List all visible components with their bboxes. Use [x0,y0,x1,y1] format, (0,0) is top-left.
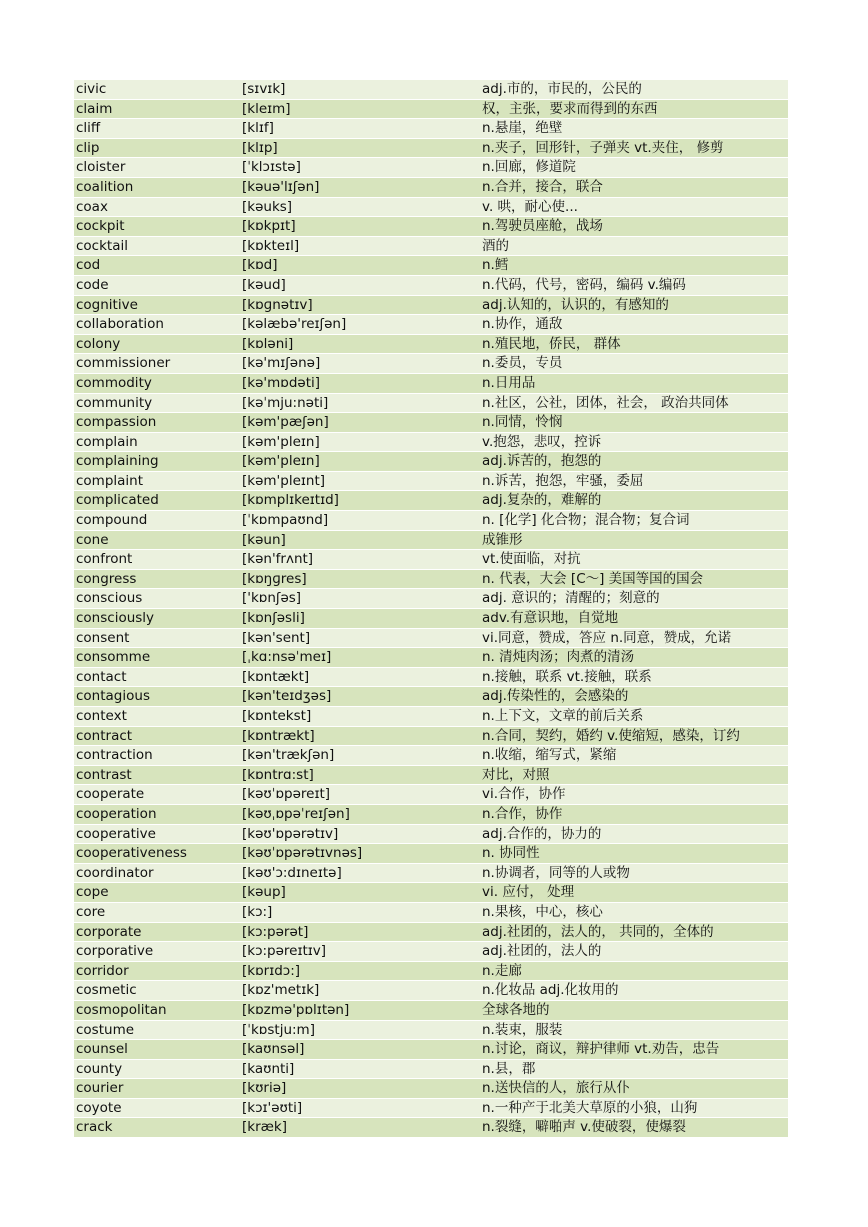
table-row [74,394,788,414]
phonetic-cell: [kəuə'lɪʃən] [242,178,320,195]
phonetic-cell: [sɪvɪk] [242,81,286,97]
table-row [74,1060,788,1080]
word-cell: contagious [76,688,150,705]
word-cell: coordinator [76,864,154,881]
table-row [74,119,788,139]
word-cell: corporative [76,943,154,960]
word-cell: consent [76,629,130,646]
definition-cell: adj.诉苦的，抱怨的 [482,453,602,470]
definition-cell: vi. 应付， 处理 [482,884,575,901]
phonetic-cell: [kɒntrækt] [242,727,315,744]
definition-cell: n. 清炖肉汤；肉煮的清汤 [482,649,635,666]
phonetic-cell: [kən'sent] [242,629,311,646]
definition-cell: vi.同意，赞成，答应 n.同意，赞成，允诺 [482,629,732,646]
table-row [74,1021,788,1041]
phonetic-cell: [kɒŋɡres] [242,570,307,587]
phonetic-cell: [kɒntækt] [242,668,310,685]
table-row [74,178,788,198]
table-row [74,923,788,943]
table-row [74,589,788,609]
phonetic-cell: [kræk] [242,1119,287,1136]
word-cell: commodity [76,374,152,391]
word-cell: consomme [76,649,151,666]
definition-cell: adv.有意识地，自觉地 [482,610,619,627]
word-cell: cone [76,531,109,548]
table-row [74,707,788,727]
definition-cell: 全球各地的 [482,1001,550,1018]
word-cell: code [76,276,109,293]
definition-cell: n. 代表，大会 [C～] 美国等国的国会 [482,570,704,587]
phonetic-cell: [kəuks] [242,198,293,215]
phonetic-cell: [kəʊˌɒpəˈreɪʃən] [242,805,350,822]
table-row [74,942,788,962]
definition-cell: 对比，对照 [482,766,550,783]
word-cell: contrast [76,766,132,783]
definition-cell: adj.社团的，法人的 [482,943,602,960]
table-row [74,844,788,864]
phonetic-cell: [kən'frʌnt] [242,551,314,568]
word-cell: compassion [76,414,157,431]
word-cell: congress [76,570,137,587]
definition-cell: 酒的 [482,237,509,254]
word-cell: crack [76,1119,113,1136]
definition-cell: n.裂缝，噼啪声 v.使破裂，使爆裂 [482,1119,686,1136]
definition-cell: v. 哄，耐心使... [482,198,578,215]
word-cell: cod [76,257,101,274]
word-cell: courier [76,1080,124,1097]
definition-cell: n.回廊，修道院 [482,159,576,176]
word-cell: coyote [76,1099,122,1116]
table-row [74,903,788,923]
word-cell: clip [76,139,100,156]
table-row [74,511,788,531]
phonetic-cell: [kɒɡnətɪv] [242,296,313,313]
definition-cell: n.化妆品 adj.化妆用的 [482,982,619,999]
table-row [74,746,788,766]
phonetic-cell: [ˌkɑ:nsəˈmeɪ] [242,649,332,666]
word-cell: cooperation [76,805,157,822]
definition-cell: n.合同，契约，婚约 v.使缩短，感染，订约 [482,727,740,744]
word-cell: corridor [76,962,129,979]
word-cell: cosmopolitan [76,1001,167,1018]
word-cell: cognitive [76,296,138,313]
definition-cell: n.殖民地，侨民， 群体 [482,335,621,352]
definition-cell: n.代码，代号，密码，编码 v.编码 [482,276,686,293]
definition-cell: adj.传染性的，会感染的 [482,688,629,705]
table-row [74,805,788,825]
phonetic-cell: [kɒmplɪkeɪtɪd] [242,492,339,509]
definition-cell: adj.复杂的，难解的 [482,492,602,509]
word-cell: cosmetic [76,982,137,999]
table-row [74,629,788,649]
table-row [74,648,788,668]
definition-cell: n.合作，协作 [482,805,563,822]
definition-cell: n.协调者，同等的人或物 [482,864,630,881]
definition-cell: n. [化学] 化合物；混合物；复合词 [482,512,690,529]
definition-cell: n.接触，联系 vt.接触，联系 [482,668,652,685]
phonetic-cell: [ˈkɒstju:m] [242,1021,315,1038]
table-row [74,1118,788,1138]
word-cell: confront [76,551,133,568]
phonetic-cell: [kaʊnti] [242,1060,295,1077]
definition-cell: n.社区，公社，团体，社会， 政治共同体 [482,394,729,411]
definition-cell: adj.市的，市民的，公民的 [482,81,642,97]
table-row [74,491,788,511]
definition-cell: adj.社团的，法人的， 共同的，全体的 [482,923,714,940]
phonetic-cell: [kəʊ'ɔ:dɪneɪtə] [242,864,342,881]
phonetic-cell: [kaʊnsəl] [242,1041,305,1058]
phonetic-cell: [kəm'pæʃən] [242,414,329,431]
word-cell: conscious [76,590,143,607]
word-cell: complaint [76,472,144,489]
table-row [74,315,788,335]
definition-cell: 权，主张，要求而得到的东西 [482,100,658,117]
definition-cell: 成锥形 [482,531,523,548]
table-row [74,354,788,374]
definition-cell: n.驾驶员座舱，战场 [482,218,603,235]
word-cell: core [76,903,106,920]
word-cell: coax [76,198,108,215]
table-row [74,1079,788,1099]
table-row [74,962,788,982]
word-cell: cocktail [76,237,128,254]
table-row [74,1001,788,1021]
phonetic-cell: [kəud] [242,276,286,293]
table-row [74,668,788,688]
word-cell: complaining [76,453,159,470]
definition-cell: adj. 意识的；清醒的；刻意的 [482,590,660,607]
phonetic-cell: [kɒntrɑ:st] [242,766,314,783]
word-cell: contact [76,668,127,685]
definition-cell: n.悬崖，绝壁 [482,120,563,137]
phonetic-cell: [kəup] [242,884,286,901]
word-cell: colony [76,335,121,352]
table-row [74,237,788,257]
definition-cell: n.收缩，缩写式，紧缩 [482,747,617,764]
phonetic-cell: [kəun] [242,531,286,548]
definition-cell: n.诉苦，抱怨，牢骚，委屈 [482,472,644,489]
phonetic-cell: [kən'trækʃən] [242,747,335,764]
phonetic-cell: [kɒləni] [242,335,294,352]
table-row [74,472,788,492]
phonetic-cell: [klɪp] [242,139,278,156]
definition-cell: n.送快信的人，旅行从仆 [482,1080,630,1097]
table-row [74,217,788,237]
word-cell: contract [76,727,133,744]
definition-cell: n.协作，通敌 [482,316,563,333]
phonetic-cell: [kəm'pleɪn] [242,453,320,470]
phonetic-cell: [kəm'pleɪnt] [242,472,326,489]
phonetic-cell: [kɒntekst] [242,708,312,724]
phonetic-cell: [kɔ:] [242,903,273,920]
table-row [74,981,788,1001]
word-cell: counsel [76,1041,128,1058]
definition-cell: n.果核，中心，核心 [482,903,603,920]
definition-cell: n.一种产于北美大草原的小狼，山狗 [482,1099,698,1116]
word-cell: costume [76,1021,135,1038]
table-row [74,550,788,570]
definition-cell: n.日用品 [482,374,536,391]
definition-cell: adj.认知的，认识的，有感知的 [482,296,669,313]
word-cell: cockpit [76,218,125,235]
phonetic-cell: [kʊriə] [242,1080,287,1097]
table-row [74,785,788,805]
table-row [74,276,788,296]
word-cell: cloister [76,159,126,176]
word-cell: cooperate [76,786,145,803]
word-cell: cliff [76,120,101,137]
phonetic-cell: [kɒd] [242,257,278,274]
table-row [74,80,788,100]
definition-cell: n.夹子，回形针，子弹夹 vt.夹住， 修剪 [482,139,724,156]
definition-cell: n.鳕 [482,257,509,274]
table-row [74,413,788,433]
phonetic-cell: [kɒkteɪl] [242,237,300,254]
table-row [74,687,788,707]
table-row [74,374,788,394]
table-row [74,335,788,355]
vocabulary-table [74,80,788,1138]
word-cell: consciously [76,610,155,627]
phonetic-cell: [kəm'pleɪn] [242,433,320,450]
phonetic-cell: [klɪf] [242,120,274,137]
definition-cell: n.装束，服装 [482,1021,563,1038]
definition-cell: n.走廊 [482,962,522,979]
word-cell: coalition [76,178,134,195]
table-row [74,825,788,845]
word-cell: cope [76,884,109,901]
table-row [74,1040,788,1060]
word-cell: complicated [76,492,159,509]
table-row [74,433,788,453]
definition-cell: vi.合作，协作 [482,786,566,803]
word-cell: county [76,1060,123,1077]
word-cell: context [76,708,127,724]
table-row [74,296,788,316]
table-row [74,198,788,218]
definition-cell: vt.使面临，对抗 [482,551,581,568]
table-row [74,1099,788,1119]
word-cell: contraction [76,747,153,764]
word-cell: claim [76,100,113,117]
phonetic-cell: [kəʊˈɒpəreɪt] [242,786,331,803]
word-cell: civic [76,81,107,97]
table-row [74,100,788,120]
word-cell: commissioner [76,355,171,372]
phonetic-cell: [kəlæbə'reɪʃən] [242,316,347,333]
phonetic-cell: [kɒnʃəsli] [242,610,305,627]
phonetic-cell: [kɔ:pərət] [242,923,309,940]
phonetic-cell: [kəˈmju:nəti] [242,394,329,411]
definition-cell: n.同情，怜悯 [482,414,563,431]
phonetic-cell: [kəʊˈɒpərətɪvnəs] [242,845,363,862]
table-row [74,452,788,472]
definition-cell: n. 协同性 [482,845,540,862]
definition-cell: n.委员，专员 [482,355,563,372]
phonetic-cell: [kɔ:pəreɪtɪv] [242,943,327,960]
word-cell: collaboration [76,316,164,333]
phonetic-cell: [kɒz'metɪk] [242,982,320,999]
definition-cell: n.讨论，商议，辩护律师 vt.劝告，忠告 [482,1041,720,1058]
phonetic-cell: [ˈkɒmpaʊnd] [242,512,329,529]
phonetic-cell: ['kɒnʃəs] [242,590,302,607]
definition-cell: n.上下文，文章的前后关系 [482,708,644,724]
word-cell: corporate [76,923,142,940]
definition-cell: n.合并，接合，联合 [482,178,603,195]
table-row [74,727,788,747]
phonetic-cell: [kən'teɪdʒəs] [242,688,332,705]
table-row [74,256,788,276]
table-row [74,864,788,884]
phonetic-cell: [ˈklɔɪstə] [242,159,301,176]
definition-cell: adj.合作的，协力的 [482,825,602,842]
table-row [74,609,788,629]
phonetic-cell: [kleɪm] [242,100,291,117]
table-row [74,531,788,551]
phonetic-cell: [kə'mɒdəti] [242,374,321,391]
table-row [74,158,788,178]
phonetic-cell: [kɒkpɪt] [242,218,296,235]
word-cell: compound [76,512,148,529]
phonetic-cell: [kə'mɪʃənə] [242,355,321,372]
word-cell: complain [76,433,138,450]
phonetic-cell: [kɒzmə'pɒlɪtən] [242,1001,350,1018]
table-row [74,766,788,786]
phonetic-cell: [kɒrɪdɔ:] [242,962,301,979]
word-cell: community [76,394,153,411]
table-row [74,139,788,159]
definition-cell: v.抱怨，悲叹，控诉 [482,433,602,450]
phonetic-cell: [kɔɪ'əʊti] [242,1099,303,1116]
phonetic-cell: [kəʊ'ɒpərətɪv] [242,825,339,842]
word-cell: cooperativeness [76,845,187,862]
definition-cell: n.县，郡 [482,1060,536,1077]
table-row [74,570,788,590]
table-row [74,883,788,903]
word-cell: cooperative [76,825,156,842]
